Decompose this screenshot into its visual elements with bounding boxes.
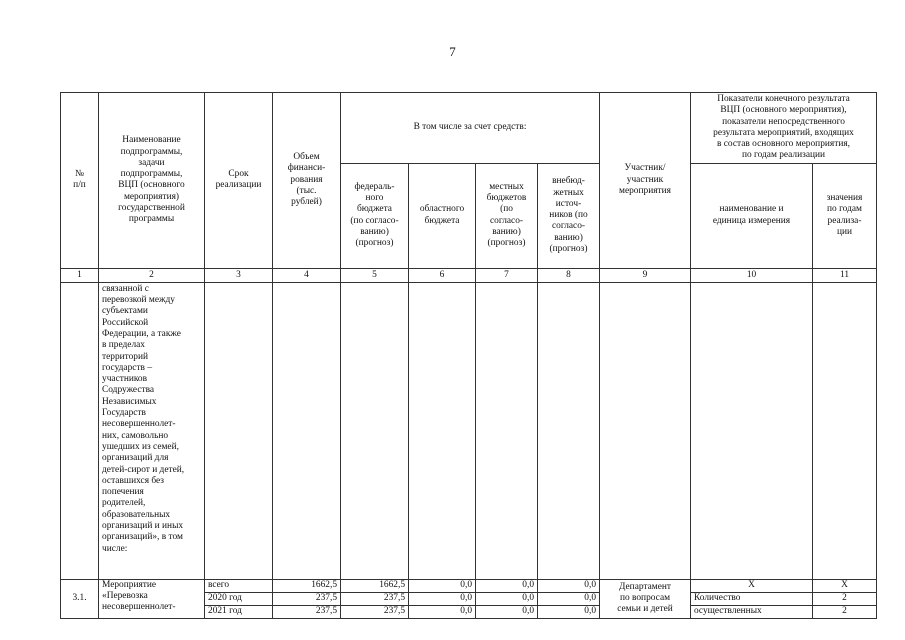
column-number: 9 bbox=[600, 268, 691, 282]
header-local: местных бюджетов (по согласо- ванию) (прогноз) bbox=[476, 163, 538, 268]
value-cell: Х bbox=[813, 579, 877, 592]
column-numbers-row bbox=[61, 268, 877, 282]
regional-cell: 0,0 bbox=[409, 592, 476, 605]
header-indicator-value: значения по годам реализа- ции bbox=[813, 163, 877, 268]
header-extra: внебюд- жетных источ- ников (по согласо- ванию) (прогноз) bbox=[538, 163, 600, 268]
extra-cell: 0,0 bbox=[538, 605, 600, 618]
local-cell: 0,0 bbox=[476, 579, 538, 592]
value-cell: 2 bbox=[813, 605, 877, 618]
header-period: Срок реализации bbox=[205, 93, 273, 269]
header-volume: Объем финанси- рования (тыс. рублей) bbox=[273, 93, 341, 269]
local-cell: 0,0 bbox=[476, 605, 538, 618]
extra-cell: 0,0 bbox=[538, 579, 600, 592]
header-name: Наименование подпрограммы, задачи подпрограммы, ВЦП (основного мероприятия) государственной программы bbox=[99, 93, 205, 269]
header-funds-group: В том числе за счет средств: bbox=[341, 93, 600, 164]
column-number: 10 bbox=[691, 268, 813, 282]
header-federal: федераль- ного бюджета (по согласо- ванию) (прогноз) bbox=[341, 163, 409, 268]
indicator-cell: осуществленных bbox=[691, 605, 813, 618]
column-number: 4 bbox=[273, 268, 341, 282]
federal-cell: 1662,5 bbox=[341, 579, 409, 592]
federal-cell: 237,5 bbox=[341, 605, 409, 618]
program-table bbox=[60, 92, 877, 619]
item-number: 3.1. bbox=[61, 579, 99, 618]
column-number: 6 bbox=[409, 268, 476, 282]
period-cell: 2020 год bbox=[205, 592, 273, 605]
extra-cell: 0,0 bbox=[538, 592, 600, 605]
column-number: 8 bbox=[538, 268, 600, 282]
header-regional: областного бюджета bbox=[409, 163, 476, 268]
column-number: 7 bbox=[476, 268, 538, 282]
continuation-row bbox=[61, 282, 877, 579]
local-cell: 0,0 bbox=[476, 592, 538, 605]
column-number: 5 bbox=[341, 268, 409, 282]
header-indicator-name: наименование и единица измерения bbox=[691, 163, 813, 268]
period-cell: всего bbox=[205, 579, 273, 592]
column-number: 1 bbox=[61, 268, 99, 282]
table-row bbox=[61, 579, 877, 592]
indicator-cell: Х bbox=[691, 579, 813, 592]
federal-cell: 237,5 bbox=[341, 592, 409, 605]
continuation-text: связанной с перевозкой между субъектами Российской Федерации, а также в пределах территорий государств – участников Содружества Независимых Государств несовершеннолет- них, самовольно ушедших из семей, организаций для детей-сирот и детей, оставшихся без попечения родителей, образовательных организаций и иных организаций», в том числе: bbox=[99, 282, 205, 579]
participant-cell: Департамент по вопросам семьи и детей bbox=[600, 579, 691, 618]
value-cell: 2 bbox=[813, 592, 877, 605]
total-cell: 1662,5 bbox=[273, 579, 341, 592]
item-name: Мероприятие «Перевозка несовершеннолет- bbox=[99, 579, 205, 618]
total-cell: 237,5 bbox=[273, 592, 341, 605]
header-indicators-group: Показатели конечного результата ВЦП (основного мероприятия), показатели непосредственного результата мероприятий, входящих в состав основного мероприятия, по годам реализации bbox=[691, 93, 877, 164]
regional-cell: 0,0 bbox=[409, 605, 476, 618]
regional-cell: 0,0 bbox=[409, 579, 476, 592]
total-cell: 237,5 bbox=[273, 605, 341, 618]
column-number: 3 bbox=[205, 268, 273, 282]
column-number: 2 bbox=[99, 268, 205, 282]
header-participant: Участник/ участник мероприятия bbox=[600, 93, 691, 269]
page-number: 7 bbox=[449, 44, 456, 59]
column-number: 11 bbox=[813, 268, 877, 282]
period-cell: 2021 год bbox=[205, 605, 273, 618]
indicator-cell: Количество bbox=[691, 592, 813, 605]
header-number: № п/п bbox=[61, 93, 99, 269]
